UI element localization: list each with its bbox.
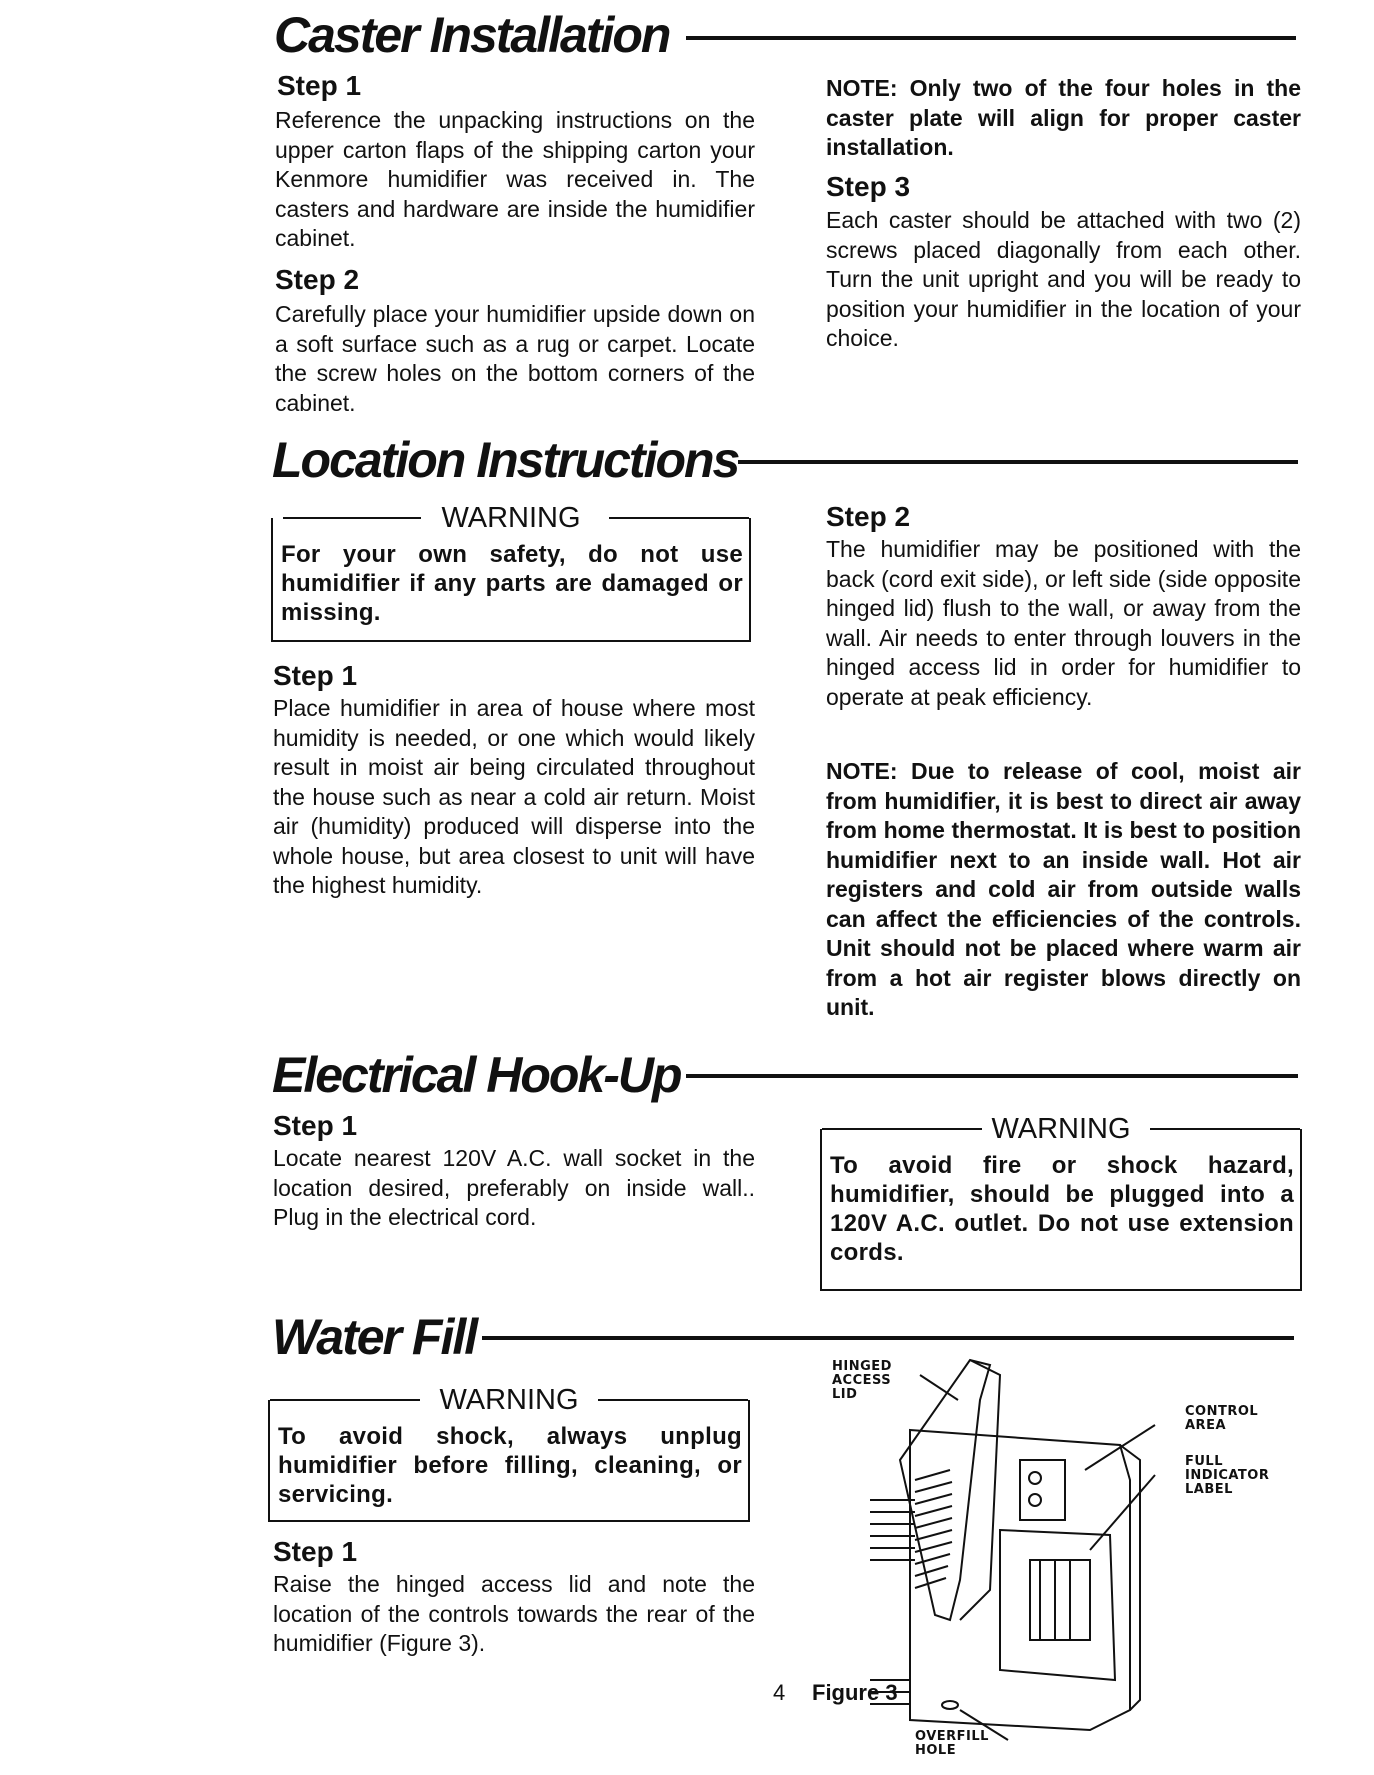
caster-step2-heading: Step 2 bbox=[275, 264, 360, 295]
label-control-area bbox=[1185, 1405, 1258, 1433]
water-step1-heading: Step 1 bbox=[273, 1536, 358, 1567]
label-line: LABEL bbox=[1185, 1482, 1233, 1497]
location-instructions-title: Location Instructions bbox=[272, 432, 739, 488]
label-hinged-access-lid bbox=[832, 1360, 892, 1402]
label-line: HINGED bbox=[832, 1359, 892, 1374]
section-rule bbox=[686, 36, 1296, 40]
location-step1-text: Place humidifier in area of house where most humidity is needed, or one which would likely result in moist air being circulated throughout the house such as near a cold air return. Moist air (humidity) produced will disperse into the whole house, but area closest to unit will have the highest humidity. bbox=[273, 695, 755, 898]
caster-step3-heading: Step 3 bbox=[826, 171, 911, 202]
electrical-warning-text: To avoid fire or shock hazard, humidifier, should be plugged into a 120V A.C. outlet. Do not use extension cords. bbox=[830, 1152, 1294, 1266]
warning-header bbox=[273, 501, 749, 535]
label-overfill-hole bbox=[915, 1730, 989, 1758]
label-line: ACCESS bbox=[832, 1373, 892, 1388]
section-rule bbox=[686, 1074, 1298, 1078]
electrical-warning-box bbox=[820, 1113, 1302, 1291]
figure-caption: Figure 3 bbox=[812, 1680, 898, 1705]
label-line: INDICATOR bbox=[1185, 1468, 1270, 1483]
caster-step2-text: Carefully place your humidifier upside down on a soft surface such as a rug or carpet. Locate the screw holes on the bottom corners of the cabinet. bbox=[275, 301, 755, 416]
warning-label: WARNING bbox=[991, 1113, 1131, 1145]
location-warning-text: For your own safety, do not use humidifier if any parts are damaged or missing. bbox=[281, 541, 743, 626]
location-step2-heading: Step 2 bbox=[826, 501, 911, 532]
warning-label: WARNING bbox=[439, 1384, 579, 1416]
label-line: CONTROL bbox=[1185, 1404, 1259, 1419]
location-warning-box bbox=[271, 502, 751, 642]
water-fill-title: Water Fill bbox=[272, 1309, 477, 1365]
caster-step1-heading: Step 1 bbox=[277, 70, 362, 101]
caster-step1-text: Reference the unpacking instructions on the upper carton flaps of the shipping carton your Kenmore humidifier was received in. The casters and hardware are inside the humidifier cabinet. bbox=[275, 107, 755, 251]
location-note: NOTE: Due to release of cool, moist air from humidifier, it is best to direct air away from home thermostat. It is best to position humidifier next to an inside wall. Hot air registers and cold air from outside walls can affect the efficiencies of the controls. Unit should not be placed where warm air from a hot air register blows directly on unit. bbox=[826, 758, 1301, 1020]
section-rule bbox=[738, 460, 1298, 464]
page-number: 4 bbox=[773, 1680, 786, 1705]
water-warning-box bbox=[268, 1384, 750, 1522]
caster-installation-title: Caster Installation bbox=[274, 7, 670, 63]
label-full-indicator bbox=[1185, 1455, 1269, 1497]
warning-header bbox=[270, 1383, 748, 1417]
caster-step3-text: Each caster should be attached with two (2) screws placed diagonally from each other. Turn the unit upright and you will be ready to position your humidifier in the location of your choice. bbox=[826, 207, 1301, 351]
label-line: FULL bbox=[1185, 1454, 1224, 1469]
location-step1-heading: Step 1 bbox=[273, 660, 358, 691]
figure-3 bbox=[832, 1350, 1280, 1770]
caster-note: NOTE: Only two of the four holes in the caster plate will align for proper caster installation. bbox=[826, 75, 1301, 160]
location-step2-text: The humidifier may be positioned with the back (cord exit side), or left side (side opposite hinged lid) flush to the wall, or away from the wall. Air needs to enter through louvers in the hinged access lid in order for humidifier to operate at peak efficiency. bbox=[826, 536, 1301, 710]
warning-label: WARNING bbox=[441, 502, 581, 534]
label-line: AREA bbox=[1185, 1418, 1227, 1433]
water-warning-text: To avoid shock, always unplug humidifier before filling, cleaning, or servicing. bbox=[278, 1423, 742, 1508]
label-line: OVERFILL bbox=[915, 1729, 989, 1744]
label-line: LID bbox=[832, 1387, 858, 1402]
warning-header bbox=[822, 1112, 1300, 1146]
label-line: HOLE bbox=[915, 1743, 957, 1758]
section-rule bbox=[482, 1336, 1294, 1340]
water-step1-text: Raise the hinged access lid and note the location of the controls towards the rear of the humidifier (Figure 3). bbox=[273, 1571, 755, 1656]
electrical-step1-text: Locate nearest 120V A.C. wall socket in the location desired, preferably on inside wall.. Plug in the electrical cord. bbox=[273, 1145, 755, 1230]
electrical-hookup-title: Electrical Hook-Up bbox=[272, 1047, 681, 1103]
electrical-step1-heading: Step 1 bbox=[273, 1110, 358, 1141]
